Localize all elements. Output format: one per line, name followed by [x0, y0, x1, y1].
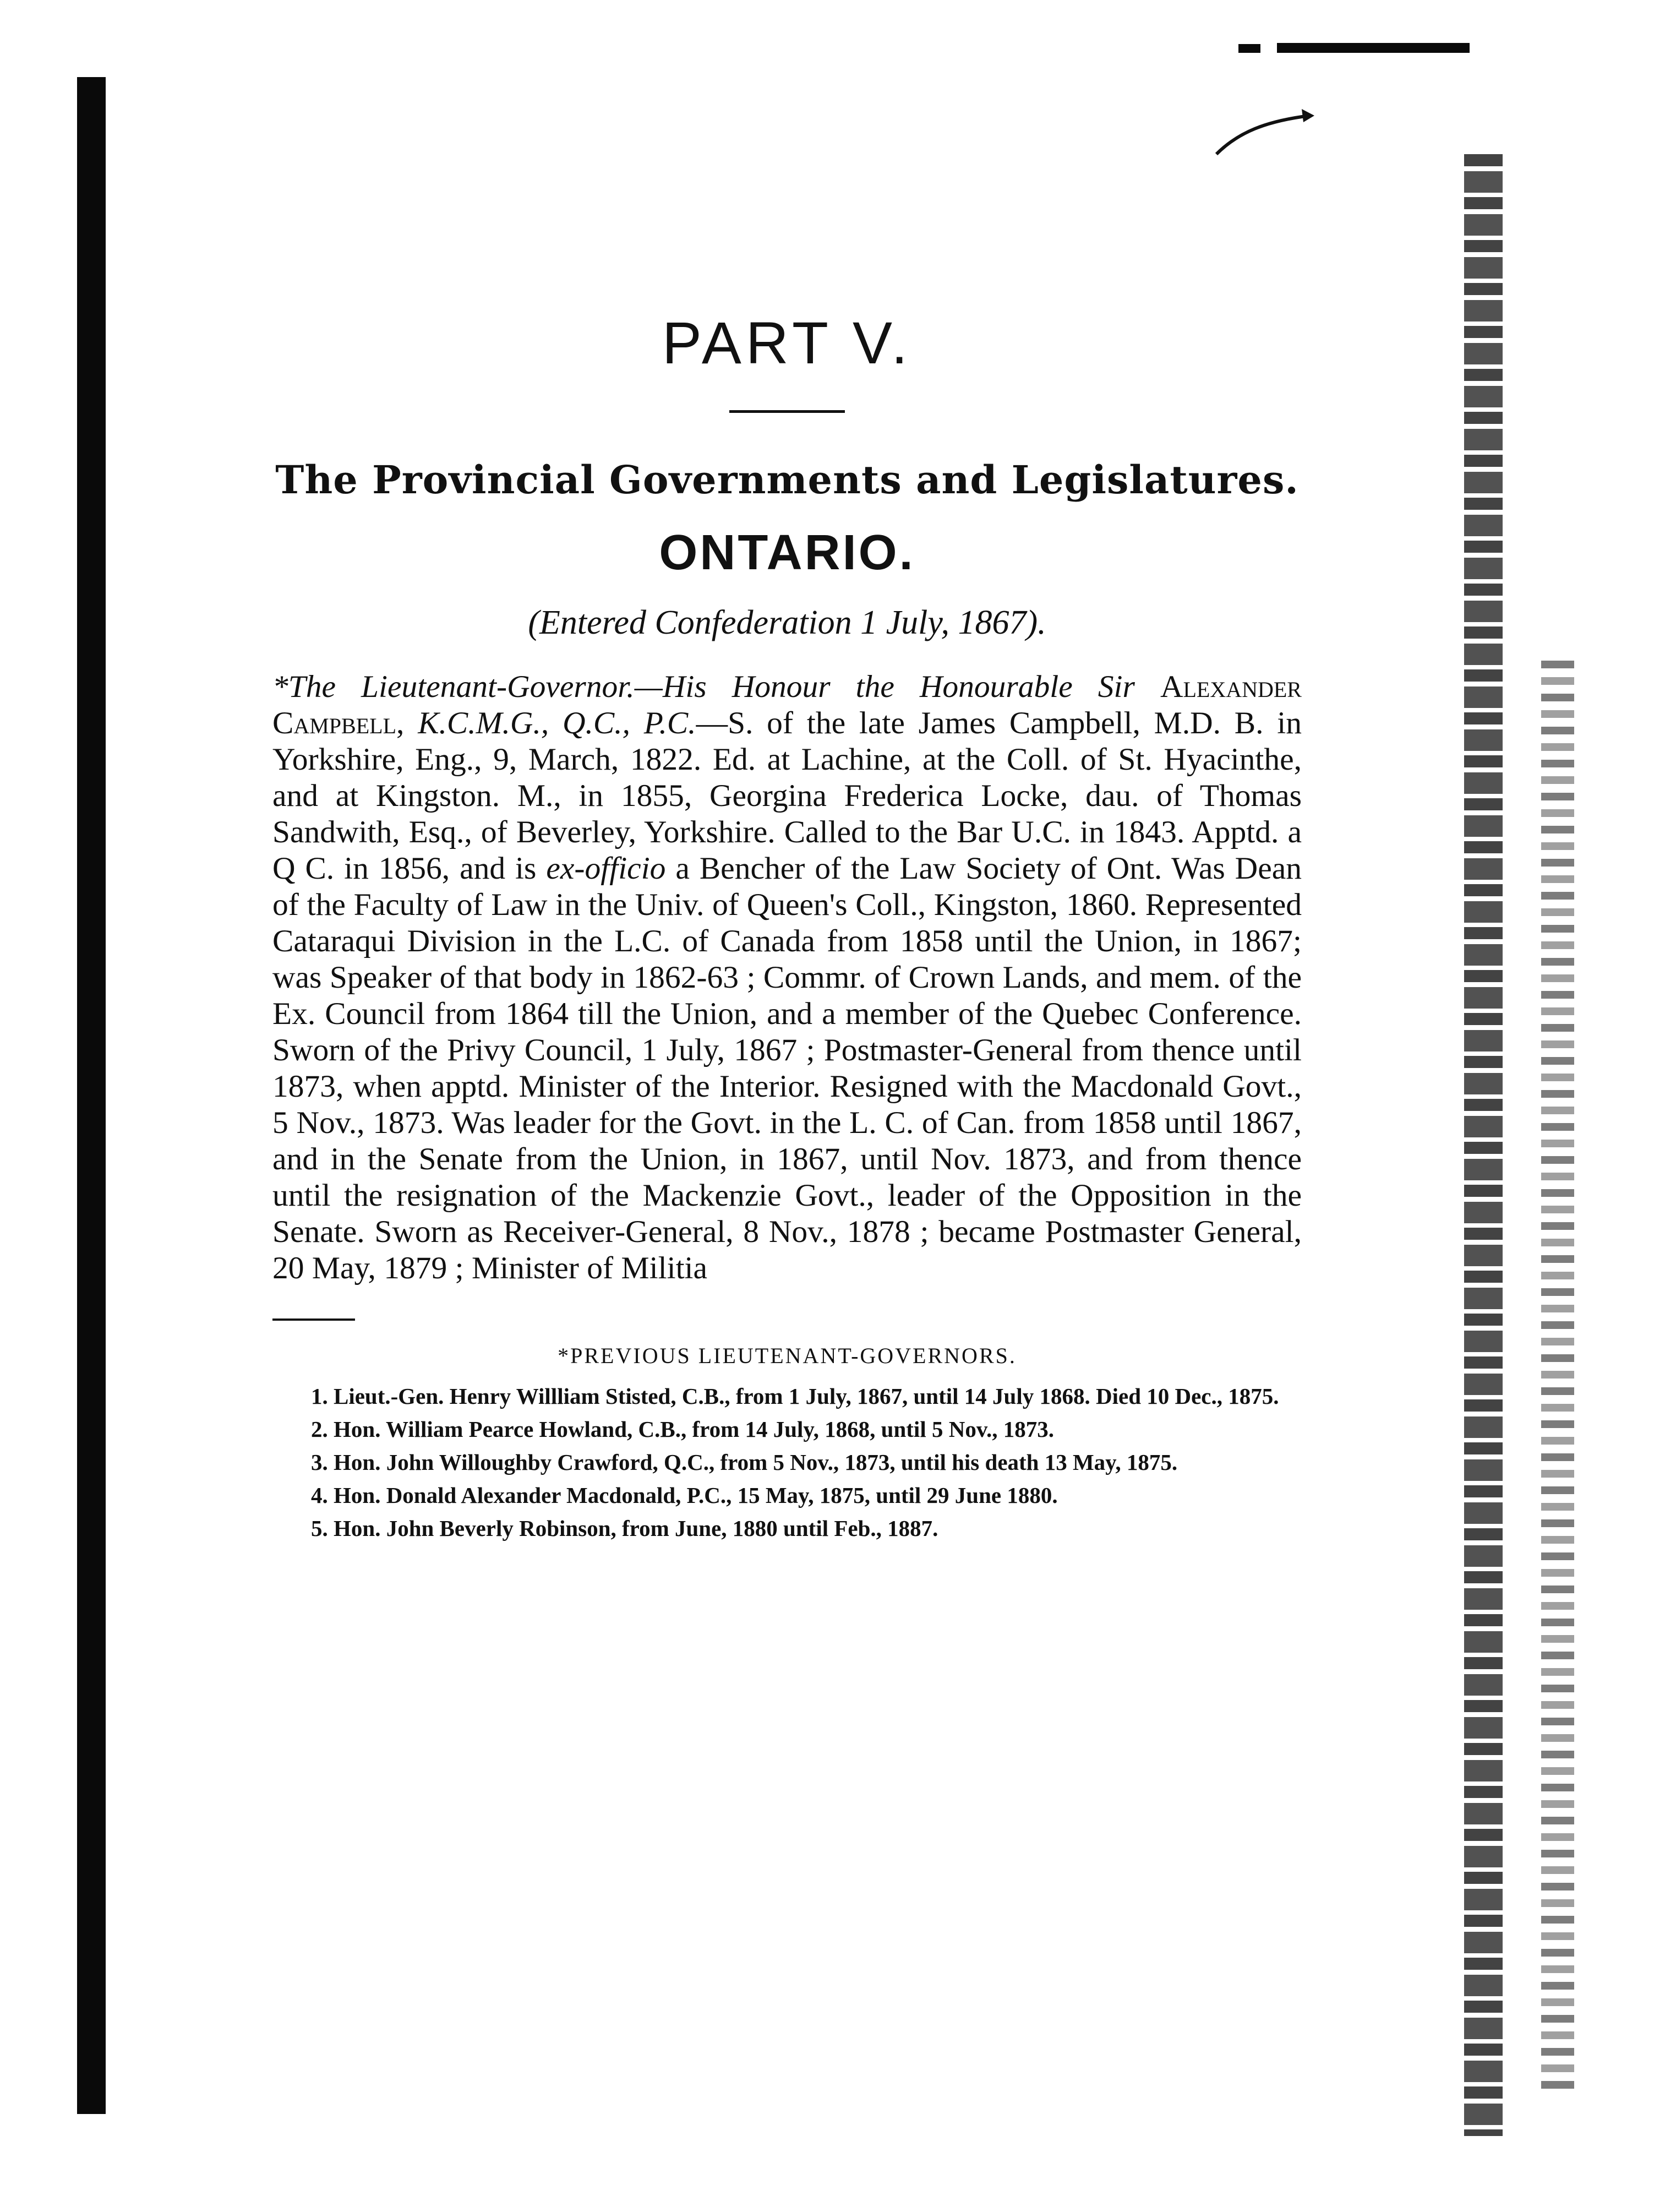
- footnote-item: 5. Hon. John Beverly Robinson, from June, 1880 until Feb., 1887.: [311, 1516, 938, 1541]
- scan-edge-right: [1464, 154, 1503, 2136]
- part-title: PART V.: [662, 309, 913, 376]
- footnote-item: 1. Lieut.-Gen. Henry Willliam Stisted, C.B., from 1 July, 1867, until 14 July 1868. Died 10 Dec., 1875.: [311, 1383, 1279, 1409]
- biography-paragraph: [272, 669, 1302, 1287]
- scan-edge-left: [77, 77, 106, 2114]
- province-heading: ONTARIO.: [659, 525, 915, 580]
- footnote-item: 3. Hon. John Willoughby Crawford, Q.C., from 5 Nov., 1873, until his death 13 May, 1875.: [311, 1450, 1178, 1475]
- section-title: The Provincial Governments and Legislatures.: [275, 457, 1299, 503]
- office-title: *The Lieutenant-Governor.: [272, 669, 635, 704]
- scan-mark-top-dot: [1238, 44, 1260, 53]
- footnote-item: 2. Hon. William Pearce Howland, C.B., from 14 July, 1868, until 5 Nov., 1873.: [311, 1416, 1055, 1442]
- person-name: Alexander Campbell: [272, 669, 1302, 740]
- scan-mark-top: [1277, 43, 1470, 53]
- honorific: —His Honour the Honourable Sir: [634, 669, 1160, 704]
- name-separator: ,: [396, 706, 418, 740]
- entered-confederation: (Entered Confederation 1 July, 1867).: [528, 604, 1046, 641]
- biography-text-2: a Bencher of the Law Society of Ont. Was Dean of the Faculty of Law in the Univ. of Queen's Coll., Kingston, 1860. Represented Cataraqui Division in the L.C. of Canada from 1858 until the Union, in 1867; was Speaker of that body in 1862-63 ; Commr. of Crown Lands, and mem. of the Ex. Council from 1864 till the Union, and a member of the Quebec Conference. Sworn of the Privy Council, 1 July, 1867 ; Postmaster-General from thence until 1873, when apptd. Minister of the Interior. Resigned with the Macdonald Govt., 5 Nov., 1873. Was leader for the Govt. in the L. C. of Can. from 1858 until 1867, and in the Senate from the Union, in 1867, until Nov. 1873, and from thence until the resignation of the Mackenzie Govt., leader of the Opposition in the Senate. Sworn as Receiver-General, 8 Nov., 1878 ; became Postmaster General, 20 May, 1879 ; Minister of Militia: [272, 851, 1302, 1285]
- footnote-rule: [272, 1319, 355, 1321]
- footnote-item: 4. Hon. Donald Alexander Macdonald, P.C., 15 May, 1875, until 29 June 1880.: [311, 1483, 1058, 1508]
- biography-text-1: —S. of the late James Campbell, M.D. B. in Yorkshire, Eng., 9, March, 1822. Ed. at Lachine, at the Coll. of St. Hyacinthe, and at Kingston. M., in 1855, Georgina Frederica Locke, dau. of Thomas Sandwith, Esq., of Beverley, Yorkshire. Called to the Bar U.C. in 1843. Apptd. a Q C. in 1856, and is: [272, 706, 1302, 886]
- ex-officio: ex-officio: [546, 851, 666, 886]
- footnote-list: [272, 1384, 1302, 1540]
- title-rule: [729, 410, 845, 413]
- pen-arrow-icon: [1211, 99, 1321, 165]
- footnote-heading: *PREVIOUS LIEUTENANT-GOVERNORS.: [558, 1343, 1017, 1368]
- page-content: [272, 308, 1302, 1549]
- honours: K.C.M.G., Q.C., P.C.: [418, 706, 696, 740]
- scan-edge-right-outer: [1541, 661, 1574, 2092]
